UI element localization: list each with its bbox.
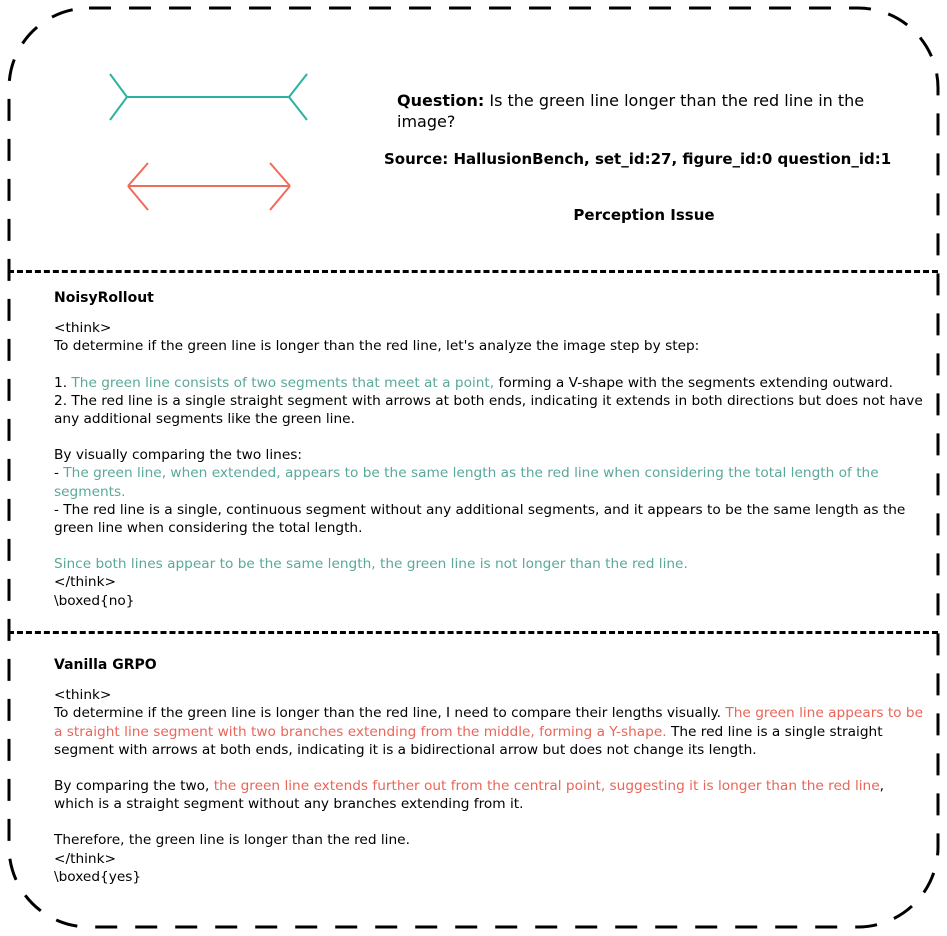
source-text: HallusionBench, set_id:27, figure_id:0 question_id:1 — [448, 150, 892, 168]
muller-lyer-figure — [95, 60, 325, 220]
think-close: </think> — [54, 850, 116, 867]
issue-label: Perception Issue — [573, 206, 715, 224]
answer: \boxed{yes} — [54, 868, 142, 885]
intro-text: To determine if the green line is longer than the red line, let's analyze the image step by step: — [54, 338, 700, 355]
step-2: 2. The red line is a single straight segment with arrows at both ends, indicating it extends in both directions but does not have any additional segments like the green line. — [54, 392, 923, 428]
question — [397, 90, 877, 132]
compare-intro: By visually comparing the two lines: — [54, 447, 302, 464]
question-text: Is the green line longer than the red line in the image? — [397, 91, 865, 131]
section-divider — [8, 270, 938, 273]
think-open: <think> — [54, 320, 112, 337]
paragraph-2: By comparing the two, the green line extends further out from the central point, suggesting it is longer than the red line, which is a straight segment without any branches extending from it. — [54, 778, 885, 813]
question-label: Question: — [397, 91, 485, 110]
panel-title: NoisyRollout — [54, 290, 154, 306]
conclusion-highlight: Since both lines appear to be the same length, the green line is not longer than the red line. — [54, 556, 688, 573]
red-highlight: The green line appears to be a straight line segment with two branches extending from the middle, forming a Y-shape. — [54, 705, 924, 740]
think-close: </think> — [54, 574, 116, 591]
green-line — [110, 74, 307, 120]
source-label: Source: — [384, 150, 449, 168]
bullet-2: - The red line is a single, continuous segment without any additional segments, and it appears to be the same length as the green line when considering the total length. — [54, 501, 906, 537]
paragraph-3: Therefore, the green line is longer than the red line. — [54, 832, 410, 849]
answer: \boxed{no} — [54, 592, 135, 609]
red-line — [128, 163, 290, 210]
source — [384, 150, 924, 168]
noisyrollout-panel — [54, 289, 924, 610]
vanilla-grpo-panel — [54, 656, 924, 886]
paragraph-1: To determine if the green line is longer than the red line, I need to compare their lengths visually. The green line appears to be a straight line segment with two branches extending from the middle, forming a Y-shape. The red line is a single straight segment with arrows at both ends, indicating it is a bidirectional arrow but does not change its length. — [54, 705, 924, 758]
step-1: 1. The green line consists of two segments that meet at a point, forming a V-shape with the segments extending outward. — [54, 374, 893, 391]
green-highlight: The green line, when extended, appears to be the same length as the red line when considering the total length of the segments. — [54, 465, 879, 500]
think-open: <think> — [54, 687, 112, 704]
section-divider — [8, 631, 938, 634]
red-highlight: the green line extends further out from the central point, suggesting it is longer than the red line — [213, 778, 880, 795]
panel-title: Vanilla GRPO — [54, 657, 157, 673]
green-highlight: The green line consists of two segments that meet at a point, — [71, 374, 495, 391]
bullet-1: - The green line, when extended, appears to be the same length as the red line when considering the total length of the segments. — [54, 465, 879, 500]
